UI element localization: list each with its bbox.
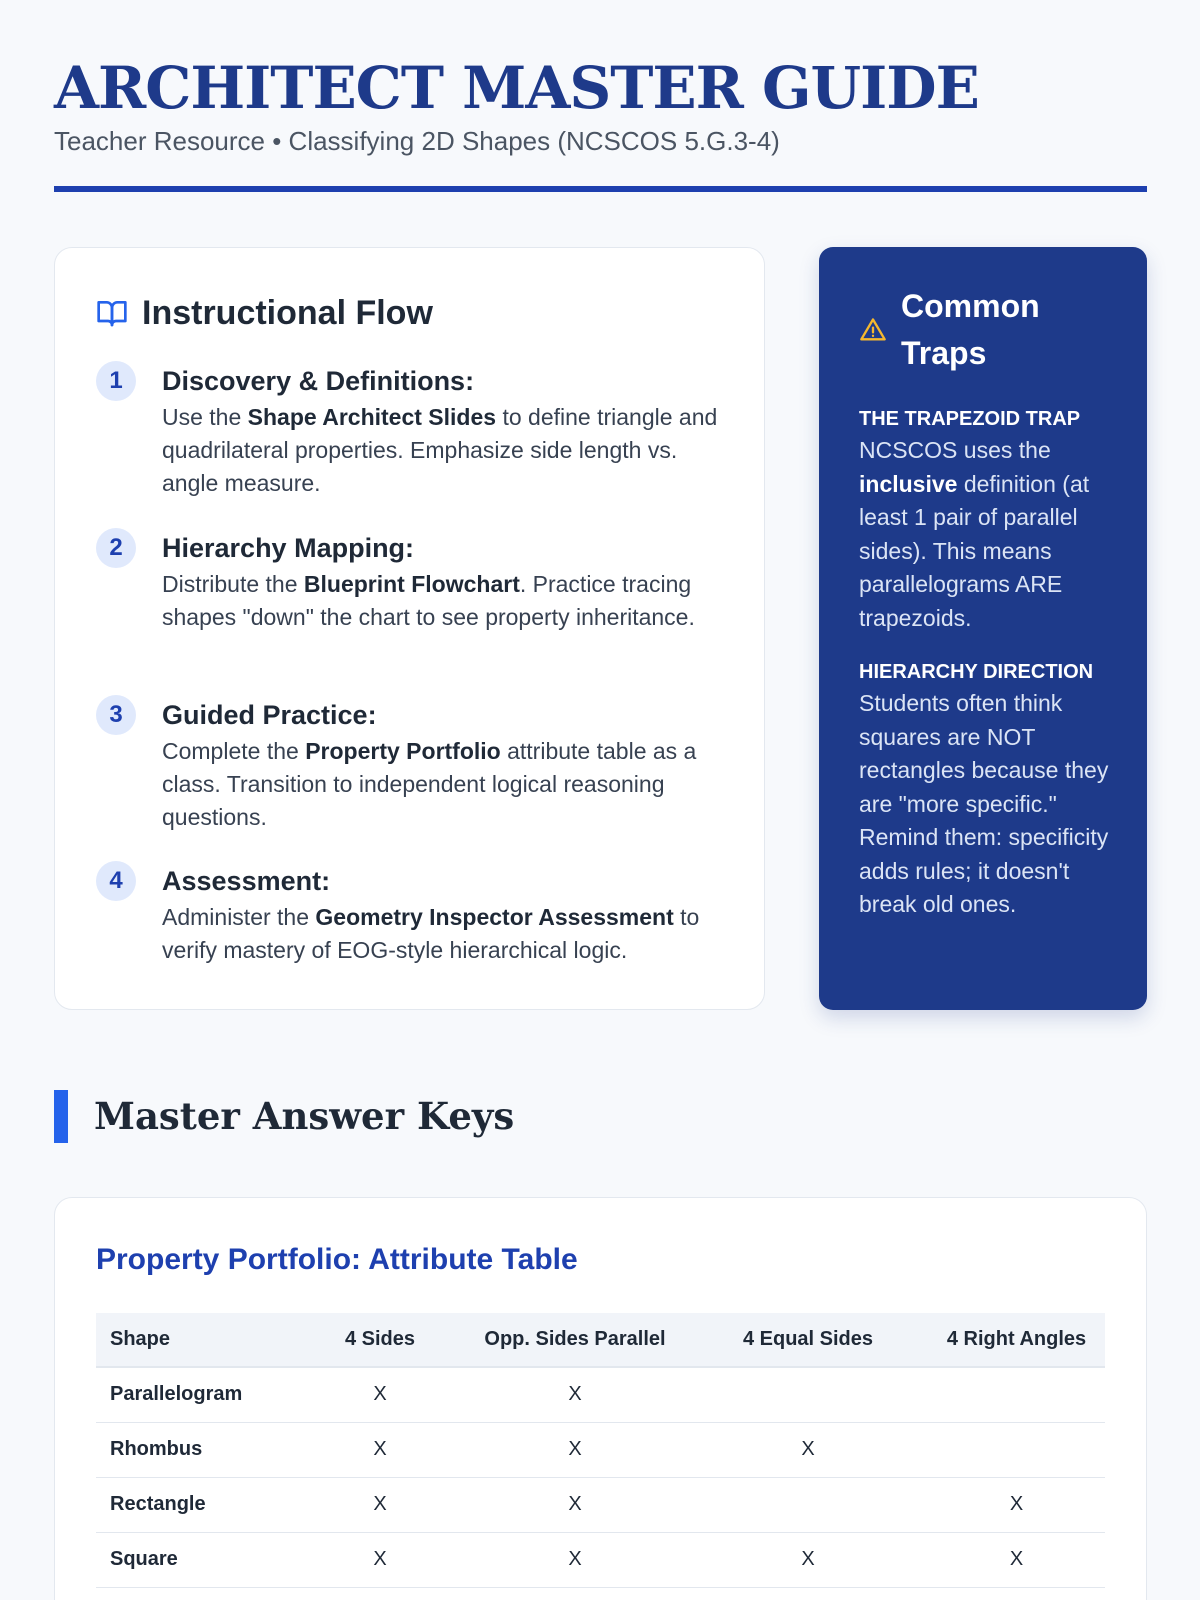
- instructional-flow-card: [54, 247, 765, 1010]
- table-cell: X: [462, 1367, 688, 1422]
- column-header: 4 Right Angles: [928, 1313, 1105, 1367]
- common-traps-heading: Common Traps: [901, 288, 1040, 371]
- step-description: Administer the Geometry Inspector Assessment to verify mastery of EOG-style hierarchical logic.: [162, 904, 700, 963]
- table-cell: X: [688, 1532, 928, 1587]
- table-cell: X: [462, 1477, 688, 1532]
- step-number: 2: [96, 528, 136, 568]
- master-answer-keys-heading: Master Answer Keys: [94, 1094, 515, 1138]
- table-row: [96, 1367, 1105, 1422]
- step-description: Distribute the Blueprint Flowchart. Practice tracing shapes "down" the chart to see property inheritance.: [162, 571, 695, 630]
- attribute-table-title: Property Portfolio: Attribute Table: [96, 1243, 578, 1276]
- shape-name-cell: Square: [96, 1532, 298, 1587]
- table-cell: X: [462, 1532, 688, 1587]
- step-title: Assessment:: [162, 866, 331, 896]
- table-row: [96, 1422, 1105, 1477]
- page: [54, 0, 1147, 1600]
- table-cell: [928, 1422, 1105, 1477]
- attribute-table: [96, 1313, 1105, 1588]
- trap-description: NCSCOS uses the inclusive definition (at least 1 pair of parallel sides). This means parallelograms ARE trapezoids.: [859, 437, 1090, 631]
- instructional-flow-header: [96, 291, 433, 335]
- table-cell: X: [928, 1532, 1105, 1587]
- table-cell: X: [928, 1477, 1105, 1532]
- trap-label: HIERARCHY DIRECTION: [859, 661, 1094, 683]
- table-header-row: [96, 1313, 1105, 1367]
- book-open-icon: [96, 297, 128, 329]
- page-subtitle: Teacher Resource • Classifying 2D Shapes (NCSCOS 5.G.3-4): [54, 126, 780, 156]
- common-traps-card: [819, 247, 1147, 1010]
- table-cell: X: [298, 1477, 462, 1532]
- table-cell: X: [298, 1367, 462, 1422]
- table-cell: X: [688, 1422, 928, 1477]
- shape-name-cell: Rectangle: [96, 1477, 298, 1532]
- table-cell: [928, 1367, 1105, 1422]
- step-number: 4: [96, 861, 136, 901]
- trap-label: THE TRAPEZOID TRAP: [859, 408, 1081, 430]
- warning-triangle-icon: [859, 316, 887, 344]
- instructional-flow-heading: Instructional Flow: [142, 293, 433, 332]
- step-description: Use the Shape Architect Slides to define triangle and quadrilateral properties. Emphasize side length vs. angle measure.: [162, 404, 718, 496]
- step-title: Guided Practice:: [162, 700, 377, 730]
- step-title: Hierarchy Mapping:: [162, 533, 415, 563]
- table-cell: X: [298, 1422, 462, 1477]
- step-number: 1: [96, 361, 136, 401]
- column-header: 4 Sides: [298, 1313, 462, 1367]
- common-traps-header: [859, 283, 1121, 377]
- table-cell: [688, 1477, 928, 1532]
- table-row: [96, 1477, 1105, 1532]
- step-description: Complete the Property Portfolio attribute table as a class. Transition to independent logical reasoning questions.: [162, 738, 697, 830]
- page-title: ARCHITECT MASTER GUIDE: [54, 54, 979, 122]
- table-cell: X: [298, 1532, 462, 1587]
- column-header: Shape: [96, 1313, 298, 1367]
- trap-description: Students often think squares are NOT rectangles because they are "more specific." Remind them: specificity adds rules; it doesn't break old ones.: [859, 690, 1109, 917]
- section-accent-bar: [54, 1090, 68, 1143]
- column-header: Opp. Sides Parallel: [462, 1313, 688, 1367]
- column-header: 4 Equal Sides: [688, 1313, 928, 1367]
- step-title: Discovery & Definitions:: [162, 366, 475, 396]
- table-row: [96, 1532, 1105, 1587]
- table-cell: X: [462, 1422, 688, 1477]
- attribute-table-card: [54, 1197, 1147, 1600]
- step-number: 3: [96, 695, 136, 735]
- shape-name-cell: Parallelogram: [96, 1367, 298, 1422]
- table-cell: [688, 1367, 928, 1422]
- shape-name-cell: Rhombus: [96, 1422, 298, 1477]
- title-divider: [54, 186, 1147, 192]
